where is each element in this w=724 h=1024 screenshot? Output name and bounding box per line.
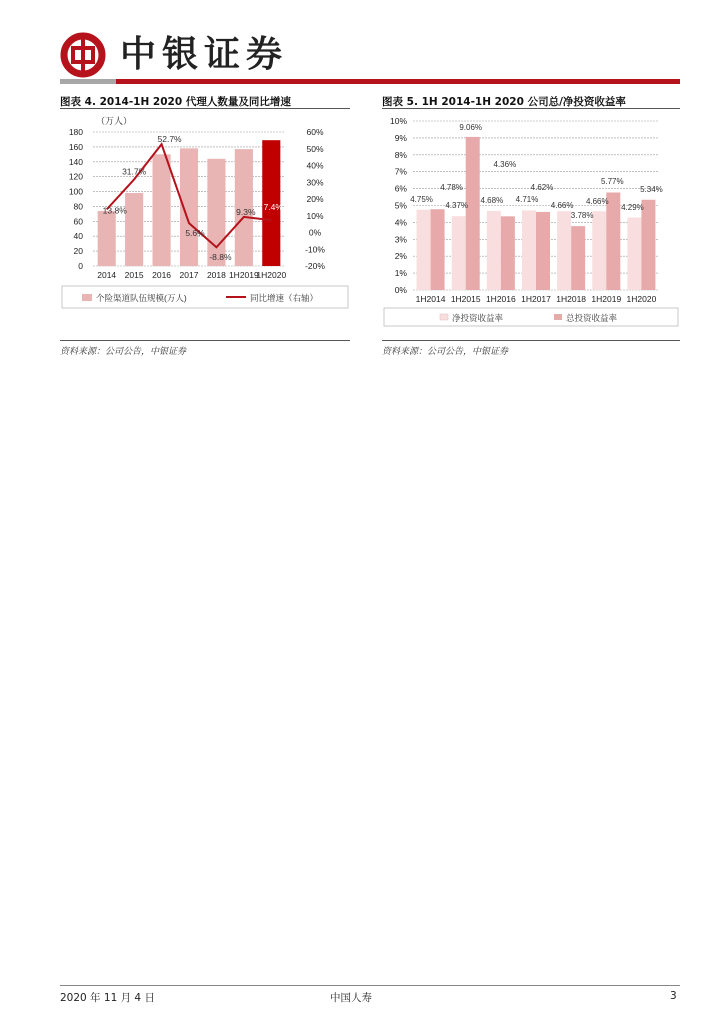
data-label-total: 4.78%	[440, 183, 463, 192]
y2-tick-label: 60%	[306, 127, 324, 137]
y2-tick-label: 0%	[308, 227, 322, 238]
y-tick-label: 5%	[394, 200, 407, 211]
x-tick-label: 2014	[97, 270, 117, 280]
y-tick-label: 2%	[394, 251, 407, 262]
bar-net	[592, 211, 606, 290]
legend-label: 净投资收益率	[452, 313, 504, 323]
legend-label: 同比增速（右轴）	[250, 293, 319, 303]
bar-total	[536, 212, 550, 290]
bar	[153, 154, 171, 266]
y-tick-label: 4%	[394, 217, 407, 228]
y-tick-label: 180	[68, 127, 83, 137]
footer-company: 中国人寿	[330, 992, 372, 1004]
data-label-total: 4.62%	[530, 183, 554, 192]
bar-total	[641, 200, 655, 290]
data-label-net: 4.37%	[445, 201, 469, 210]
y2-tick-label: -10%	[305, 244, 325, 255]
x-tick-label: 1H2016	[485, 294, 516, 304]
y-tick-label: 7%	[394, 166, 407, 177]
y-tick-label: 60	[73, 216, 83, 227]
figure-5-source: 资料来源：公司公告，中银证券	[382, 347, 509, 357]
y-tick-label: 8%	[394, 149, 407, 160]
bar	[98, 211, 116, 266]
page-header	[60, 30, 680, 82]
y-tick-label: 140	[68, 156, 83, 167]
data-label-net: 4.75%	[410, 195, 433, 204]
y-tick-label: 3%	[394, 234, 407, 245]
y2-tick-label: -20%	[305, 261, 325, 271]
bar-net	[487, 211, 501, 290]
data-label-net: 4.68%	[480, 196, 504, 205]
y-tick-label: 6%	[394, 183, 407, 194]
footer-rule	[60, 985, 680, 986]
data-label-net: 4.29%	[621, 203, 644, 212]
x-tick-label: 1H2020	[256, 270, 287, 280]
y-tick-label: 0%	[394, 285, 407, 295]
data-label-net: 4.71%	[515, 195, 539, 204]
y-tick-label: 40	[73, 231, 83, 242]
bar-net	[417, 210, 431, 290]
x-tick-label: 1H2017	[521, 294, 551, 304]
footer-date: 2020 年 11 月 4 日	[60, 992, 155, 1004]
figure-4-source: 资料来源：公司公告，中银证券	[60, 347, 187, 357]
bar-total	[431, 209, 445, 290]
legend-label: 总投资收益率	[566, 313, 618, 323]
y2-tick-label: 40%	[306, 160, 324, 171]
figure-4-title: 图表 4. 2014-1H 2020 代理人数量及同比增速	[60, 96, 291, 108]
bank-of-china-logo-icon	[60, 32, 106, 78]
y-tick-label: 9%	[394, 132, 407, 143]
figure-5-top-rule	[382, 108, 680, 109]
y-tick-label: 160	[68, 141, 83, 152]
footer-page-number: 3	[670, 990, 677, 1002]
data-label-net: 4.66%	[585, 197, 609, 206]
y-tick-label: 120	[68, 171, 83, 182]
y2-tick-label: 10%	[306, 210, 324, 221]
header-rule-grey	[60, 79, 116, 84]
data-label: 52.7%	[157, 134, 182, 145]
data-label: 31.7%	[122, 166, 147, 177]
data-label-net: 4.66%	[550, 201, 574, 210]
bar-total	[466, 137, 480, 290]
bar-total	[571, 226, 585, 290]
bar	[207, 159, 225, 266]
bar-total	[606, 192, 620, 290]
legend-swatch-net	[440, 314, 448, 320]
data-label-total: 5.77%	[600, 177, 624, 186]
data-label-total: 4.36%	[493, 160, 517, 169]
x-tick-label: 1H2020	[626, 294, 657, 304]
y-tick-label: 0	[78, 261, 83, 271]
y-tick-label: 100	[68, 186, 83, 197]
y-tick-label: 80	[73, 201, 83, 212]
x-tick-label: 1H2019	[228, 270, 259, 280]
legend-label: 个险渠道队伍规模(万人)	[96, 293, 187, 303]
y-tick-label: 20	[73, 246, 83, 257]
bar-total	[501, 216, 515, 290]
legend-box	[384, 308, 678, 326]
header-rule-red	[116, 79, 680, 84]
figure-5-bottom-rule	[382, 340, 680, 341]
y2-tick-label: 30%	[306, 177, 324, 188]
x-tick-label: 2017	[179, 270, 199, 280]
legend-swatch-bar	[82, 294, 92, 301]
bar	[125, 193, 143, 266]
bar-net	[522, 210, 536, 290]
data-label: 5.6%	[185, 228, 205, 239]
x-tick-label: 1H2018	[556, 294, 587, 304]
y2-tick-label: 50%	[306, 143, 324, 154]
company-logo-text: 中银证券	[120, 34, 289, 75]
investment-yield-chart	[382, 110, 680, 340]
data-label-total: 5.34%	[640, 185, 663, 194]
legend-swatch-total	[554, 314, 562, 320]
figure-5-title: 图表 5. 1H 2014-1H 2020 公司总/净投资收益率	[382, 96, 626, 108]
data-label: 9.3%	[236, 206, 256, 217]
bar-net	[627, 217, 641, 290]
figure-4-top-rule	[60, 108, 350, 109]
x-tick-label: 2015	[124, 270, 144, 280]
bar-net	[557, 211, 571, 290]
data-label: 7.4%	[263, 202, 283, 213]
y-tick-label: 1%	[394, 268, 407, 279]
data-label-total: 9.06%	[459, 123, 483, 132]
figure-4-bottom-rule	[60, 340, 350, 341]
bar-net	[452, 216, 466, 290]
y-tick-label: 10%	[389, 116, 407, 126]
data-label: 13.8%	[102, 205, 127, 216]
x-tick-label: 2016	[152, 270, 172, 280]
x-tick-label: 2018	[206, 270, 226, 280]
y2-tick-label: 20%	[306, 194, 324, 204]
x-tick-label: 1H2014	[415, 294, 446, 304]
unit-label: （万人）	[96, 116, 133, 126]
x-tick-label: 1H2019	[591, 294, 622, 304]
agent-count-chart	[60, 110, 350, 340]
data-label-total: 3.78%	[570, 211, 594, 220]
x-tick-label: 1H2015	[450, 294, 481, 304]
data-label: -8.8%	[209, 252, 232, 263]
